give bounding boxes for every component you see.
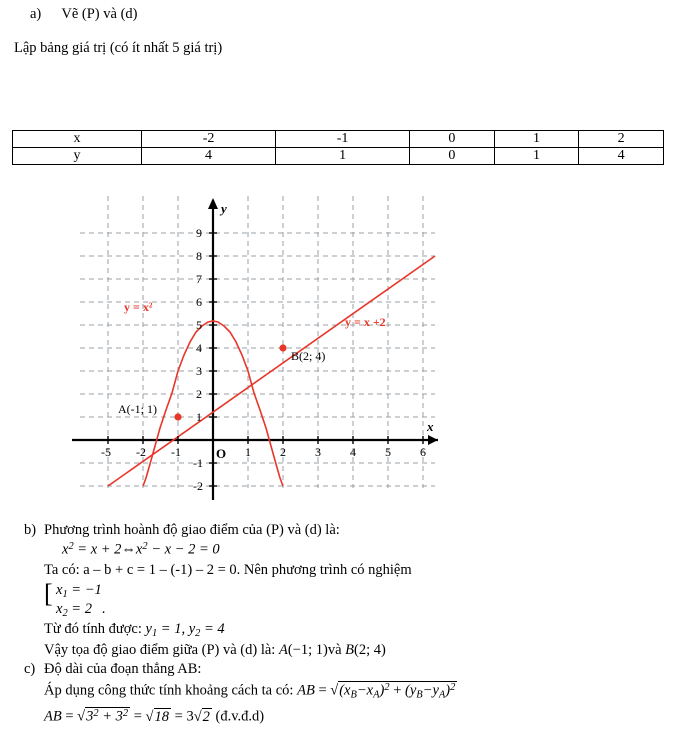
svg-text:-1: -1 [171,445,181,459]
svg-text:-2: -2 [193,479,203,493]
part-b-equation-1 [62,540,664,560]
point-b-marker [279,344,286,351]
table-cell: x [13,131,142,148]
case-1: $x_1 = -1$ [56,581,102,600]
graph-figure [60,188,460,513]
svg-text:9: 9 [196,226,202,240]
part-b-line-5: Từ đó tính được: $y_1 = 1$, $y_2 = 4$ [44,621,225,640]
svg-text:2: 2 [280,445,286,459]
part-c-line-3: AB = $√3^2 + 3^2 = √18 = 3√2$ (đ.v.đ.d) [44,707,664,727]
svg-text:4: 4 [350,445,356,459]
eq1-left: x [62,542,69,559]
line-label: y = x +2 [345,315,386,329]
sqrt-expression-3: √18 [145,708,170,725]
eq1-right: x [135,542,143,559]
table-cell: -2 [142,131,276,148]
sqrt-expression-2: $√3^2 + 3^2$ [77,708,129,725]
part-b-block [24,521,664,661]
case-period: . [101,601,106,618]
part-a-subtext: Lập bảng giá trị (có ít nhất 5 giá trị) [14,40,223,56]
svg-text:3: 3 [315,445,321,459]
part-b-cases [44,578,664,620]
svg-text:-5: -5 [101,445,111,459]
grid-horizontal-lines [80,233,435,486]
table-cell: 1 [494,148,579,165]
svg-text:4: 4 [196,341,202,355]
case-brace: [ [44,578,53,608]
table-row [13,131,664,148]
y-axis-label: y [221,201,227,216]
svg-text:2: 2 [196,387,202,401]
svg-text:1: 1 [196,410,202,424]
origin-label: O [216,446,227,461]
part-c-line-1: Độ dài của đoạn thẳng AB: [44,661,202,677]
part-b-line-3: Ta có: a – b + c = 1 – (-1) – 2 = 0. Nên phương trình có nghiệm [44,561,412,578]
part-a-text: Vẽ (P) và (d) [61,6,138,22]
eq1-right-exp: 2 [142,541,148,553]
eq1-left-exp: 2 [68,541,74,553]
table-cell: 0 [410,131,495,148]
y-axis-arrow [208,198,218,209]
part-a-label: a) [30,6,42,22]
value-table [12,130,664,165]
svg-text:8: 8 [196,249,202,263]
case-2: $x_2 = 2$ [56,601,92,620]
svg-text:7: 7 [196,272,202,286]
parabola-label: y = x² [124,300,153,314]
point-a-marker [174,413,181,420]
sqrt-expression-4: √2 [193,708,210,725]
svg-text:5: 5 [196,318,202,332]
svg-text:3: 3 [196,364,202,378]
table-cell: 2 [579,131,664,148]
table-cell: 1 [276,148,410,165]
table-cell: 1 [494,131,579,148]
table-cell: 4 [579,148,664,165]
y-tick-labels [193,226,203,493]
point-b-label: B(2; 4) [291,349,326,363]
table-cell: -1 [276,131,410,148]
part-c-line-2: Áp dụng công thức tính khoảng cách ta có: AB = $√(x_B-x_A)^2 + (y_B-y_A)^2$ [44,682,456,702]
svg-text:6: 6 [196,295,202,309]
table-cell: y [13,148,142,165]
part-b-label: b) [24,522,37,538]
part-b-line-1: Phương trình hoành độ giao điểm của (P) và (d) là: [44,522,340,538]
point-a-label: A(-1; 1) [118,402,157,416]
svg-text:5: 5 [385,445,391,459]
eq1-arrow: ⇔ [121,542,136,559]
table-row [13,148,664,165]
part-c-label: c) [24,661,36,677]
part-a-block [30,6,650,23]
sqrt-expression-1: $√(x_B-x_A)^2 + (y_B-y_A)^2$ [330,682,456,702]
svg-text:-2: -2 [136,445,146,459]
part-c-block [24,660,664,727]
eq1-right-tail: − x − 2 = 0 [147,542,220,559]
part-b-line-6: Vậy tọa độ giao điểm giữa (P) và (d) là: A(−1; 1)và B(2; 4) [44,642,386,659]
svg-text:1: 1 [245,445,251,459]
svg-text:-1: -1 [193,456,203,470]
x-axis-label: x [427,419,434,434]
svg-text:6: 6 [420,445,426,459]
table-cell: 0 [410,148,495,165]
x-axis-arrow [428,435,438,445]
eq1-mid: = x + 2 [73,542,122,559]
table-cell: 4 [142,148,276,165]
